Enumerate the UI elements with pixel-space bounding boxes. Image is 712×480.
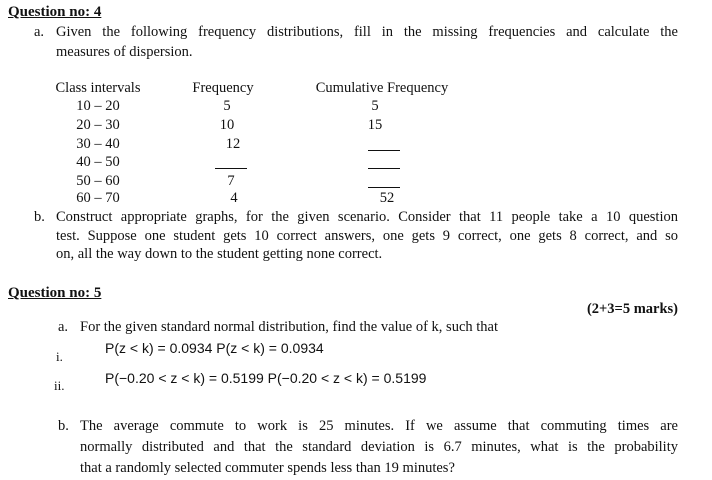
cumulative-blank [368, 187, 400, 188]
q5-part-b-label: b. [58, 418, 69, 434]
q5-part-b-line3: that a randomly selected commuter spends less than 19 minutes? [80, 460, 455, 476]
frequency-cell: 7 [227, 173, 235, 189]
interval-cell: 60 – 70 [76, 190, 120, 206]
q4-part-b-line1: Construct appropriate graphs, for the given scenario. Consider that 11 people take a 10 question [56, 209, 678, 225]
q5-part-a-label: a. [58, 319, 69, 335]
cumulative-cell: 15 [367, 117, 383, 133]
question-4-heading: Question no: 4 [8, 4, 102, 20]
interval-cell: 50 – 60 [76, 173, 120, 189]
frequency-blank [215, 168, 247, 169]
cumulative-blank [368, 150, 400, 151]
q5-part-a-text: For the given standard normal distribution, find the value of k, such that [80, 319, 499, 335]
question-5-heading: Question no: 5 [8, 285, 102, 301]
header-frequency: Frequency [192, 80, 254, 96]
frequency-cell: 4 [230, 190, 238, 206]
cumulative-cell: 52 [379, 190, 395, 206]
q5-item-ii-formula: P(−0.20 < z < k) = 0.5199 P(−0.20 < z < k) = 0.5199 [105, 370, 427, 386]
q5-part-b-line1: The average commute to work is 25 minutes. If we assume that commuting times are [80, 418, 678, 434]
interval-cell: 40 – 50 [76, 154, 120, 170]
q4-part-a-line2: measures of dispersion. [56, 44, 193, 60]
cumulative-blank [368, 168, 400, 169]
interval-cell: 10 – 20 [76, 98, 120, 114]
q4-part-b-line3: on, all the way down to the student getting none correct. [56, 246, 383, 262]
q4-part-a-label: a. [34, 24, 45, 40]
q5-item-i-formula: P(z < k) = 0.0934 P(z < k) = 0.0934 [105, 340, 324, 356]
cumulative-cell: 5 [371, 98, 379, 114]
frequency-cell: 5 [223, 98, 231, 114]
q5-item-i-label: i. [56, 349, 63, 364]
frequency-cell: 12 [225, 136, 241, 152]
q4-part-a-line1: Given the following frequency distributions, fill in the missing frequencies and calculate the [56, 24, 678, 40]
interval-cell: 20 – 30 [76, 117, 120, 133]
q5-item-ii-label: ii. [54, 378, 65, 393]
header-cumulative-frequency: Cumulative Frequency [315, 80, 449, 96]
q4-part-b-line2: test. Suppose one student gets 10 correct answers, one gets 9 correct, one gets 8 correct, and so [56, 228, 678, 244]
header-class-intervals: Class intervals [55, 80, 141, 96]
frequency-cell: 10 [219, 117, 235, 133]
interval-cell: 30 – 40 [76, 136, 120, 152]
q5-part-b-line2: normally distributed and that the standard deviation is 6.7 minutes, what is the probability [80, 439, 678, 455]
q4-part-b-label: b. [34, 209, 45, 225]
marks-label: (2+3=5 marks) [586, 301, 678, 317]
